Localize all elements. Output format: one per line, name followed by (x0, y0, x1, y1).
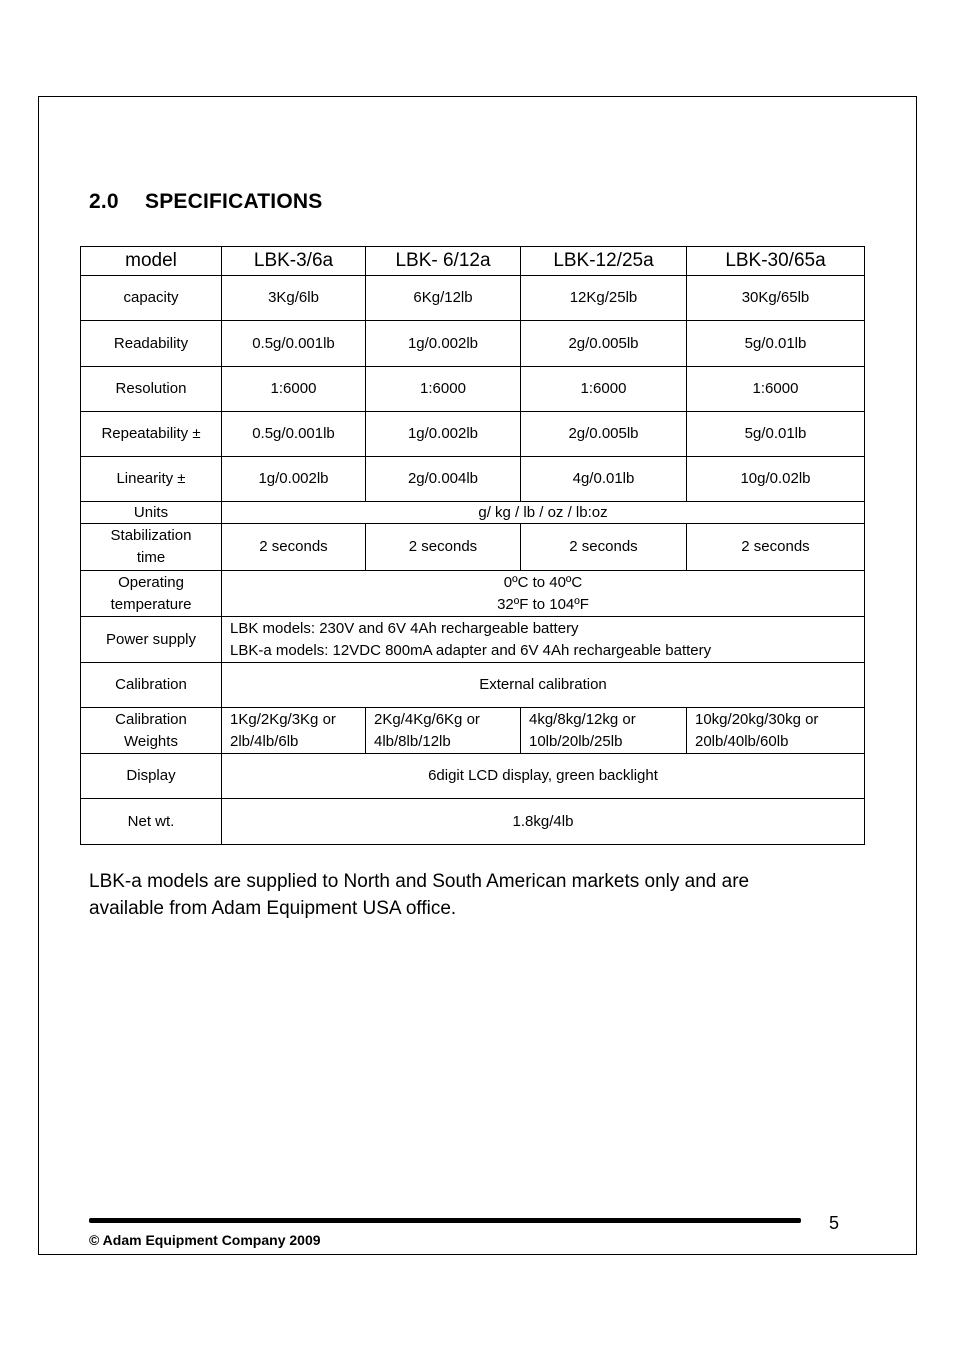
availability-note (89, 868, 829, 922)
table-header-row (81, 247, 865, 276)
table-cell: 2 seconds (521, 524, 687, 571)
table-row-display (81, 754, 865, 799)
table-row-resolution (81, 367, 865, 412)
cell-line: 2Kg/4Kg/6Kg or (374, 710, 480, 728)
row-label (81, 708, 222, 754)
table-cell: 3Kg/6lb (222, 276, 366, 321)
table-cell: 2g/0.005lb (521, 321, 687, 367)
table-cell: 2 seconds (366, 524, 521, 571)
table-cell: 12Kg/25lb (521, 276, 687, 321)
row-label-line: temperature (110, 595, 192, 613)
table-cell (222, 571, 865, 617)
cell-line: 10kg/20kg/30kg or (695, 710, 819, 728)
row-label-line: Weights (124, 732, 178, 750)
note-line: LBK-a models are supplied to North and South American markets only and are (89, 871, 750, 892)
cell-line: 2lb/4lb/6lb (230, 732, 299, 750)
table-cell (366, 708, 521, 754)
table-cell: 1:6000 (366, 367, 521, 412)
section-title: SPECIFICATIONS (145, 190, 323, 213)
row-label-line: Stabilization (110, 527, 192, 544)
table-cell: 1g/0.002lb (222, 457, 366, 502)
row-label: Display (81, 754, 222, 799)
table-row-calibration-weights (81, 708, 865, 754)
table-cell: 6Kg/12lb (366, 276, 521, 321)
table-row-net-weight (81, 799, 865, 845)
row-label: Readability (81, 321, 222, 367)
table-row-operating-temperature (81, 571, 865, 617)
footer-rule (89, 1218, 801, 1223)
note-line: available from Adam Equipment USA office. (89, 898, 457, 919)
row-label-line: Calibration (115, 710, 187, 728)
row-label: Linearity ± (81, 457, 222, 502)
table-row-stabilization (81, 524, 865, 571)
table-cell: 30Kg/65lb (687, 276, 865, 321)
header-cell-lbk-3-6a: LBK-3/6a (222, 247, 366, 276)
table-cell (222, 617, 865, 663)
cell-line: 20lb/40lb/60lb (695, 732, 789, 750)
table-cell: External calibration (222, 663, 865, 708)
copyright-text: © Adam Equipment Company 2009 (89, 1232, 321, 1248)
table-row-calibration (81, 663, 865, 708)
table-cell: 2 seconds (222, 524, 366, 571)
table-cell (687, 708, 865, 754)
table-cell: 0.5g/0.001lb (222, 412, 366, 457)
table-cell: 5g/0.01lb (687, 321, 865, 367)
row-label (81, 571, 222, 617)
cell-line: 4kg/8kg/12kg or (529, 710, 636, 728)
row-label: capacity (81, 276, 222, 321)
table-row-power-supply (81, 617, 865, 663)
cell-line: LBK-a models: 12VDC 800mA adapter and 6V 4Ah rechargeable battery (230, 641, 712, 659)
row-label: Net wt. (81, 799, 222, 845)
table-cell: 2g/0.004lb (366, 457, 521, 502)
table-cell: 1:6000 (222, 367, 366, 412)
table-cell: 1g/0.002lb (366, 412, 521, 457)
table-cell (521, 708, 687, 754)
page-number: 5 (829, 1213, 840, 1233)
cell-line: 10lb/20lb/25lb (529, 732, 623, 750)
table-cell: 4g/0.01lb (521, 457, 687, 502)
table-cell: 1:6000 (687, 367, 865, 412)
section-heading (89, 190, 322, 214)
cell-line: 4lb/8lb/12lb (374, 732, 451, 750)
row-label: Power supply (81, 617, 222, 663)
table-cell: g/ kg / lb / oz / lb:oz (222, 502, 865, 524)
table-row-capacity (81, 276, 865, 321)
cell-line: 0ºC to 40ºC (503, 573, 583, 591)
specifications-table (80, 246, 865, 845)
table-cell: 10g/0.02lb (687, 457, 865, 502)
table-row-units (81, 502, 865, 524)
row-label-line: Operating (118, 573, 184, 591)
table-cell: 1g/0.002lb (366, 321, 521, 367)
table-cell: 0.5g/0.001lb (222, 321, 366, 367)
table-cell: 6digit LCD display, green backlight (222, 754, 865, 799)
row-label: Repeatability ± (81, 412, 222, 457)
table-row-repeatability (81, 412, 865, 457)
row-label-line: time (136, 549, 166, 566)
table-cell: 5g/0.01lb (687, 412, 865, 457)
table-row-linearity (81, 457, 865, 502)
header-cell-lbk-12-25a: LBK-12/25a (521, 247, 687, 276)
cell-line: 32ºF to 104ºF (497, 595, 589, 613)
header-cell-lbk-30-65a: LBK-30/65a (687, 247, 865, 276)
row-label: Units (81, 502, 222, 524)
row-label (81, 524, 222, 571)
row-label: Calibration (81, 663, 222, 708)
table-cell: 2g/0.005lb (521, 412, 687, 457)
row-label: Resolution (81, 367, 222, 412)
cell-line: 1Kg/2Kg/3Kg or (230, 710, 336, 728)
table-row-readability (81, 321, 865, 367)
header-cell-lbk-6-12a: LBK- 6/12a (366, 247, 521, 276)
table-cell (222, 708, 366, 754)
table-cell: 1.8kg/4lb (222, 799, 865, 845)
cell-line: LBK models: 230V and 6V 4Ah rechargeable battery (230, 619, 579, 637)
section-number: 2.0 (89, 190, 119, 213)
table-cell: 1:6000 (521, 367, 687, 412)
header-cell-model: model (81, 247, 222, 276)
table-cell: 2 seconds (687, 524, 865, 571)
